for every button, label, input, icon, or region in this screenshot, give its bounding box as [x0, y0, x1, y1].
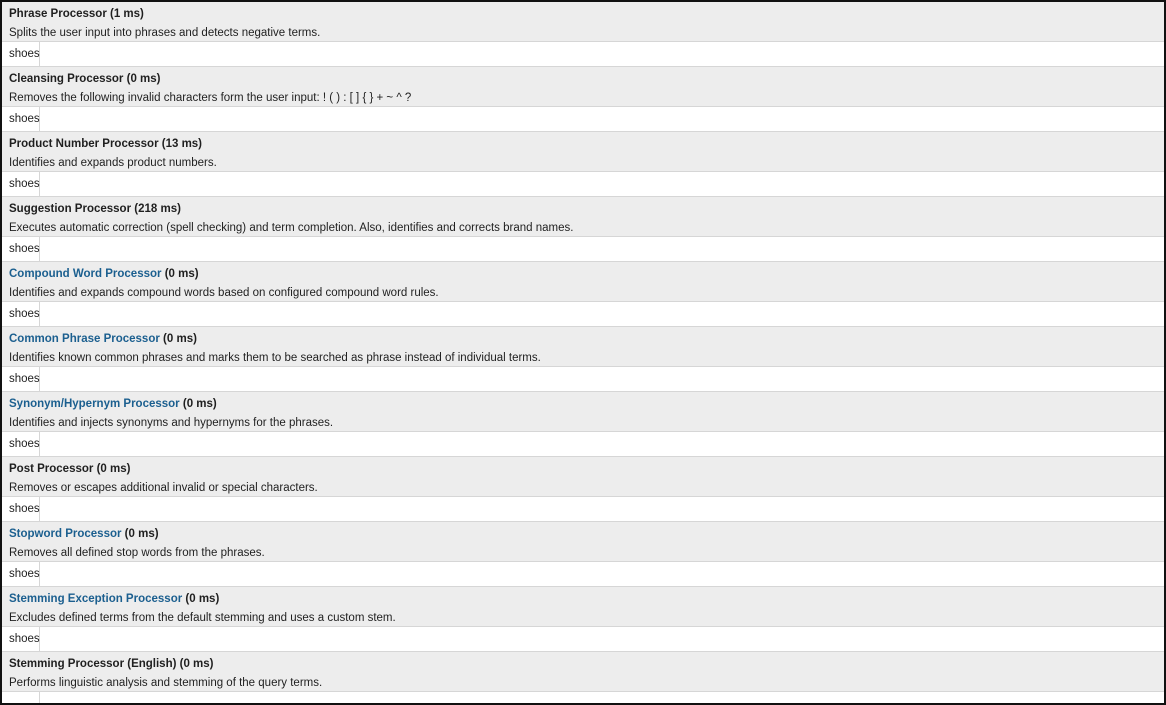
processor-section — [2, 652, 1164, 705]
processor-description: Removes or escapes additional invalid or special characters. — [9, 482, 318, 494]
processor-description: Identifies and expands product numbers. — [9, 157, 217, 169]
processor-title — [9, 72, 1164, 87]
processor-section — [2, 197, 1164, 262]
processor-header — [2, 392, 1164, 432]
processor-result-row — [2, 627, 1164, 652]
processor-result-row — [2, 107, 1164, 132]
processor-title — [9, 202, 1164, 217]
processor-title — [9, 527, 1164, 542]
result-cell — [40, 367, 1164, 391]
processor-name-link[interactable]: Compound Word Processor — [9, 268, 162, 280]
processor-header — [2, 327, 1164, 367]
result-cell — [40, 627, 1164, 651]
processor-section — [2, 2, 1164, 67]
processor-name: Post Processor — [9, 463, 94, 475]
processor-header — [2, 197, 1164, 237]
processor-title — [9, 332, 1164, 347]
result-cell — [40, 692, 1164, 705]
processor-header — [2, 652, 1164, 692]
processor-header — [2, 522, 1164, 562]
result-cell — [40, 172, 1164, 196]
processor-section — [2, 262, 1164, 327]
result-term: shoes — [2, 562, 40, 586]
processor-title — [9, 397, 1164, 412]
result-term — [2, 692, 40, 705]
processor-section — [2, 67, 1164, 132]
result-term: shoes — [2, 302, 40, 326]
processor-name-link[interactable]: Synonym/Hypernym Processor — [9, 398, 180, 410]
processor-title — [9, 462, 1164, 477]
processor-time: (0 ms) — [164, 268, 199, 280]
processor-description: Identifies known common phrases and marks them to be searched as phrase instead of individual terms. — [9, 352, 541, 364]
result-term: shoes — [2, 497, 40, 521]
processor-header — [2, 587, 1164, 627]
result-term: shoes — [2, 42, 40, 66]
result-cell — [40, 42, 1164, 66]
processor-name: Product Number Processor — [9, 138, 159, 150]
processor-description: Performs linguistic analysis and stemming of the query terms. — [9, 677, 323, 689]
processor-time: (0 ms) — [124, 528, 159, 540]
processor-header — [2, 67, 1164, 107]
result-term: shoes — [2, 107, 40, 131]
processor-result-row — [2, 172, 1164, 197]
processor-section — [2, 522, 1164, 587]
result-cell — [40, 497, 1164, 521]
processor-title — [9, 7, 1164, 22]
processor-name: Phrase Processor — [9, 8, 107, 20]
processor-result-row — [2, 302, 1164, 327]
processor-result-row — [2, 42, 1164, 67]
processor-result-row — [2, 562, 1164, 587]
processor-time: (0 ms) — [179, 658, 214, 670]
processor-result-row — [2, 432, 1164, 457]
processor-header — [2, 2, 1164, 42]
processor-title — [9, 267, 1164, 282]
processor-header — [2, 132, 1164, 172]
processor-name-link[interactable]: Common Phrase Processor — [9, 333, 160, 345]
processor-header — [2, 262, 1164, 302]
result-cell — [40, 432, 1164, 456]
processor-result-row — [2, 692, 1164, 705]
processor-description: Executes automatic correction (spell checking) and term completion. Also, identifies and corrects brand names. — [9, 222, 574, 234]
processor-time: (0 ms) — [163, 333, 197, 345]
processor-section — [2, 327, 1164, 392]
result-term: shoes — [2, 237, 40, 261]
processor-name: Suggestion Processor — [9, 203, 132, 215]
processor-time: (13 ms) — [161, 138, 203, 150]
result-cell — [40, 107, 1164, 131]
processor-description: Identifies and expands compound words based on configured compound word rules. — [9, 287, 439, 299]
processor-section — [2, 132, 1164, 197]
processor-time: (218 ms) — [134, 203, 181, 215]
processor-time: (0 ms) — [182, 398, 217, 410]
processor-title — [9, 657, 1164, 672]
processor-description: Excludes defined terms from the default stemming and uses a custom stem. — [9, 612, 396, 624]
result-term: shoes — [2, 627, 40, 651]
processor-title — [9, 137, 1164, 152]
processor-result-row — [2, 367, 1164, 392]
processor-name: Stemming Processor (English) — [9, 658, 177, 670]
processor-name-link[interactable]: Stemming Exception Processor — [9, 593, 183, 605]
processor-time: (1 ms) — [110, 8, 144, 20]
result-term: shoes — [2, 432, 40, 456]
processor-section — [2, 457, 1164, 522]
result-cell — [40, 302, 1164, 326]
processor-time: (0 ms) — [185, 593, 220, 605]
processor-description: Removes all defined stop words from the phrases. — [9, 547, 265, 559]
processor-description: Removes the following invalid characters form the user input: ! ( ) : [ ] { } + ~ ^ ? — [9, 92, 412, 104]
processor-time: (0 ms) — [96, 463, 131, 475]
processor-description: Identifies and injects synonyms and hypernyms for the phrases. — [9, 417, 334, 429]
processor-description: Splits the user input into phrases and detects negative terms. — [9, 27, 321, 39]
result-term: shoes — [2, 172, 40, 196]
processor-header — [2, 457, 1164, 497]
processor-result-row — [2, 237, 1164, 262]
processor-result-row — [2, 497, 1164, 522]
result-term: shoes — [2, 367, 40, 391]
result-cell — [40, 237, 1164, 261]
processor-section — [2, 587, 1164, 652]
processor-title — [9, 592, 1164, 607]
processor-name: Cleansing Processor — [9, 73, 124, 85]
processor-section — [2, 392, 1164, 457]
processor-name-link[interactable]: Stopword Processor — [9, 528, 122, 540]
result-cell — [40, 562, 1164, 586]
processor-time: (0 ms) — [126, 73, 161, 85]
